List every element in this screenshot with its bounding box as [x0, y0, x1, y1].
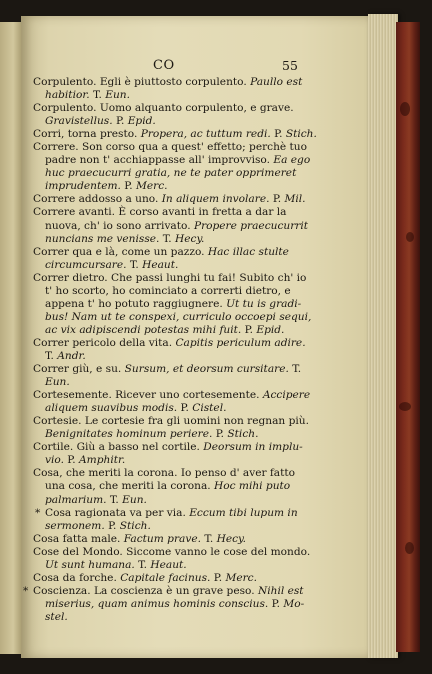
italian-text: T.: [159, 232, 176, 245]
latin-text: sermonem.: [45, 519, 105, 532]
text-line: [33, 402, 333, 415]
text-line: [33, 428, 333, 441]
cover-stain: [405, 542, 414, 554]
italian-text: appena t' ho potuto raggiugnere.: [45, 297, 227, 310]
italian-text: T.: [288, 363, 302, 376]
text-line: [33, 311, 333, 324]
latin-text: vio.: [45, 454, 64, 467]
text-line: [33, 180, 333, 193]
latin-text: aliquem suavibus modis.: [45, 402, 178, 415]
italian-text: T.: [126, 258, 143, 271]
latin-text: Hoc mihi puto: [214, 480, 291, 493]
latin-text: Propere praecucurrit: [193, 219, 308, 232]
latin-text: Heaut.: [142, 258, 179, 271]
text-line: [33, 559, 333, 572]
latin-text: habitior.: [45, 89, 90, 102]
latin-text: Hecy.: [175, 232, 205, 245]
italian-text: P.: [120, 180, 137, 193]
text-line: [33, 598, 333, 611]
latin-text: Stich.: [119, 519, 151, 532]
text-line: [33, 128, 333, 141]
latin-text: bus! Nam ut te conspexi, curriculo occoepi sequi,: [45, 310, 312, 323]
latin-text: Gravistellus.: [45, 115, 113, 128]
text-line: [33, 546, 333, 559]
italian-text: Cose del Mondo. Siccome vanno le cose del mondo.: [33, 545, 311, 558]
latin-text: Capitis periculum adire.: [175, 336, 306, 349]
text-line: [33, 520, 333, 533]
text-line: [33, 141, 333, 154]
latin-text: Ut tu is gradi-: [226, 297, 302, 310]
text-line: [33, 454, 333, 467]
latin-text: Stich.: [285, 128, 317, 141]
latin-text: Paullo est: [250, 76, 303, 88]
text-line: [33, 246, 333, 259]
text-line: [33, 115, 333, 128]
latin-text: Hecy.: [216, 532, 246, 545]
asterisk-mark: *: [23, 584, 29, 597]
latin-text: Eun.: [105, 89, 130, 102]
text-line: [33, 76, 333, 89]
text-line: [33, 480, 333, 493]
text-line: [33, 507, 333, 520]
text-line: [33, 272, 333, 285]
italian-text: Correre addosso a uno.: [33, 193, 162, 206]
italian-text: Cosa da forche.: [33, 571, 121, 584]
text-line: [23, 584, 333, 598]
page-header: [22, 58, 372, 78]
text-line: [33, 611, 333, 624]
latin-text: ac vix adipiscendi potestas mihi fuit.: [45, 323, 242, 336]
text-line: [33, 337, 333, 350]
italian-text: una cosa, che meriti la corona.: [45, 480, 214, 493]
latin-text: Epid.: [127, 115, 156, 128]
latin-text: In aliquem involare.: [161, 193, 270, 206]
latin-text: Propera, ac tuttum redi.: [140, 128, 271, 141]
italian-text: Correr pericolo della vita.: [33, 336, 176, 349]
latin-text: Hac illac stulte: [207, 245, 289, 258]
page-edges: [368, 14, 398, 658]
latin-text: Eccum tibi lupum in: [189, 506, 298, 519]
text-line: [33, 298, 333, 311]
latin-text: Sursum, et deorsum cursitare.: [124, 363, 289, 376]
text-line: [33, 233, 333, 246]
italian-text: Correre avanti. È corso avanti in fretta a dar la: [33, 206, 287, 219]
latin-text: Mo-: [283, 597, 305, 610]
latin-text: Factum prave.: [123, 532, 201, 545]
latin-text: Benignitates hominum periere.: [45, 428, 213, 441]
dictionary-text: [23, 76, 333, 624]
text-line: [33, 154, 333, 167]
italian-text: P.: [210, 571, 226, 584]
latin-text: miserius, quam animus hominis conscius.: [45, 597, 269, 610]
text-line: [33, 193, 333, 206]
italian-text: P.: [104, 519, 120, 532]
latin-text: Nihil est: [257, 584, 304, 597]
italian-text: T.: [134, 558, 151, 571]
latin-text: Merc.: [136, 180, 168, 193]
italian-text: Correr giù, e su.: [33, 363, 125, 376]
italian-text: T.: [200, 532, 217, 545]
latin-text: Accipere: [262, 389, 311, 402]
text-line: [33, 572, 333, 585]
italian-text: P.: [269, 193, 285, 206]
latin-text: Stich.: [227, 428, 259, 441]
italian-text: P.: [112, 115, 128, 128]
latin-text: Deorsum in implu-: [203, 441, 303, 454]
cover-stain: [406, 232, 414, 242]
text-line: [33, 467, 333, 480]
italian-text: P.: [177, 402, 193, 415]
italian-text: T.: [106, 493, 123, 506]
latin-text: imprudentem.: [45, 180, 121, 193]
italian-text: Cosa, che meriti la corona. Io penso d' aver fatto: [33, 467, 296, 480]
text-line: [33, 102, 333, 115]
italian-text: P.: [63, 454, 80, 467]
latin-text: Capitale facinus.: [120, 571, 211, 584]
latin-text: Ut sunt humana.: [45, 558, 135, 571]
italian-text: padre non t' acchiappasse all' improvviso.: [45, 154, 274, 167]
italian-text: Corpulento. Egli è piuttosto corpulento.: [33, 76, 251, 88]
book-cover: [396, 22, 420, 652]
latin-text: circumcursare.: [45, 258, 127, 271]
italian-text: P.: [270, 128, 286, 141]
latin-text: stel.: [45, 610, 68, 623]
italian-text: t' ho scorto, ho cominciato a correrti dietro, e: [45, 284, 291, 297]
text-line: [33, 376, 333, 389]
italian-text: Cosa ragionata va per via.: [45, 506, 190, 519]
latin-text: Eun.: [122, 493, 147, 506]
italian-text: Cortile. Giù a basso nel cortile.: [33, 441, 204, 454]
italian-text: Correr qua e là, come un pazzo.: [33, 245, 208, 258]
italian-text: Cortesie. Le cortesie fra gli uomini non regnan più.: [33, 415, 309, 428]
latin-text: Merc.: [225, 571, 257, 584]
text-line: [33, 441, 333, 454]
latin-text: Amphitr.: [79, 454, 126, 467]
italian-text: Cosa fatta male.: [33, 532, 124, 545]
text-line: [33, 363, 333, 376]
latin-text: Andr.: [57, 349, 86, 362]
latin-text: Ea ego: [273, 154, 311, 167]
left-page-edge: [0, 22, 22, 654]
italian-text: Corpulento. Uomo alquanto corpulento, e grave.: [33, 102, 294, 115]
text-line: [33, 285, 333, 298]
text-line: [33, 494, 333, 507]
cover-stain: [399, 402, 411, 411]
italian-text: Corri, torna presto.: [33, 128, 141, 141]
text-line: [33, 324, 333, 337]
page-number: 55: [282, 58, 298, 73]
latin-text: Heaut.: [150, 558, 187, 571]
italian-text: nuova, ch' io sono arrivato.: [45, 219, 194, 232]
italian-text: P.: [212, 428, 228, 441]
running-head: CO: [153, 58, 175, 73]
italian-text: T.: [45, 349, 58, 362]
latin-text: palmarium.: [45, 493, 107, 506]
italian-text: P.: [268, 597, 284, 610]
text-line: [33, 533, 333, 546]
text-line: [33, 220, 333, 233]
text-line: [33, 415, 333, 428]
asterisk-mark: *: [35, 506, 41, 519]
latin-text: huc praecucurri gratia, ne te pater opprimeret: [45, 167, 297, 180]
latin-text: Eun.: [45, 376, 70, 389]
text-line: [33, 206, 333, 219]
italian-text: T.: [89, 89, 106, 102]
latin-text: Epid.: [256, 323, 285, 336]
latin-text: nuncians me venisse.: [45, 232, 160, 245]
text-line: [33, 350, 333, 363]
italian-text: P.: [241, 323, 257, 336]
latin-text: Cistel.: [192, 402, 227, 415]
italian-text: Cortesemente. Ricever uno cortesemente.: [33, 389, 263, 402]
text-line: [33, 259, 333, 272]
italian-text: Coscienza. La coscienza è un grave peso.: [33, 584, 258, 597]
cover-stain: [400, 102, 410, 116]
text-line: [33, 167, 333, 180]
text-line: [33, 89, 333, 102]
latin-text: Mil.: [284, 193, 306, 206]
italian-text: Correre. Son corso qua a quest' effetto; perchè tuo: [33, 141, 308, 154]
text-line: [33, 389, 333, 402]
italian-text: Correr dietro. Che passi lunghi tu fai! Subito ch' io: [33, 271, 307, 284]
